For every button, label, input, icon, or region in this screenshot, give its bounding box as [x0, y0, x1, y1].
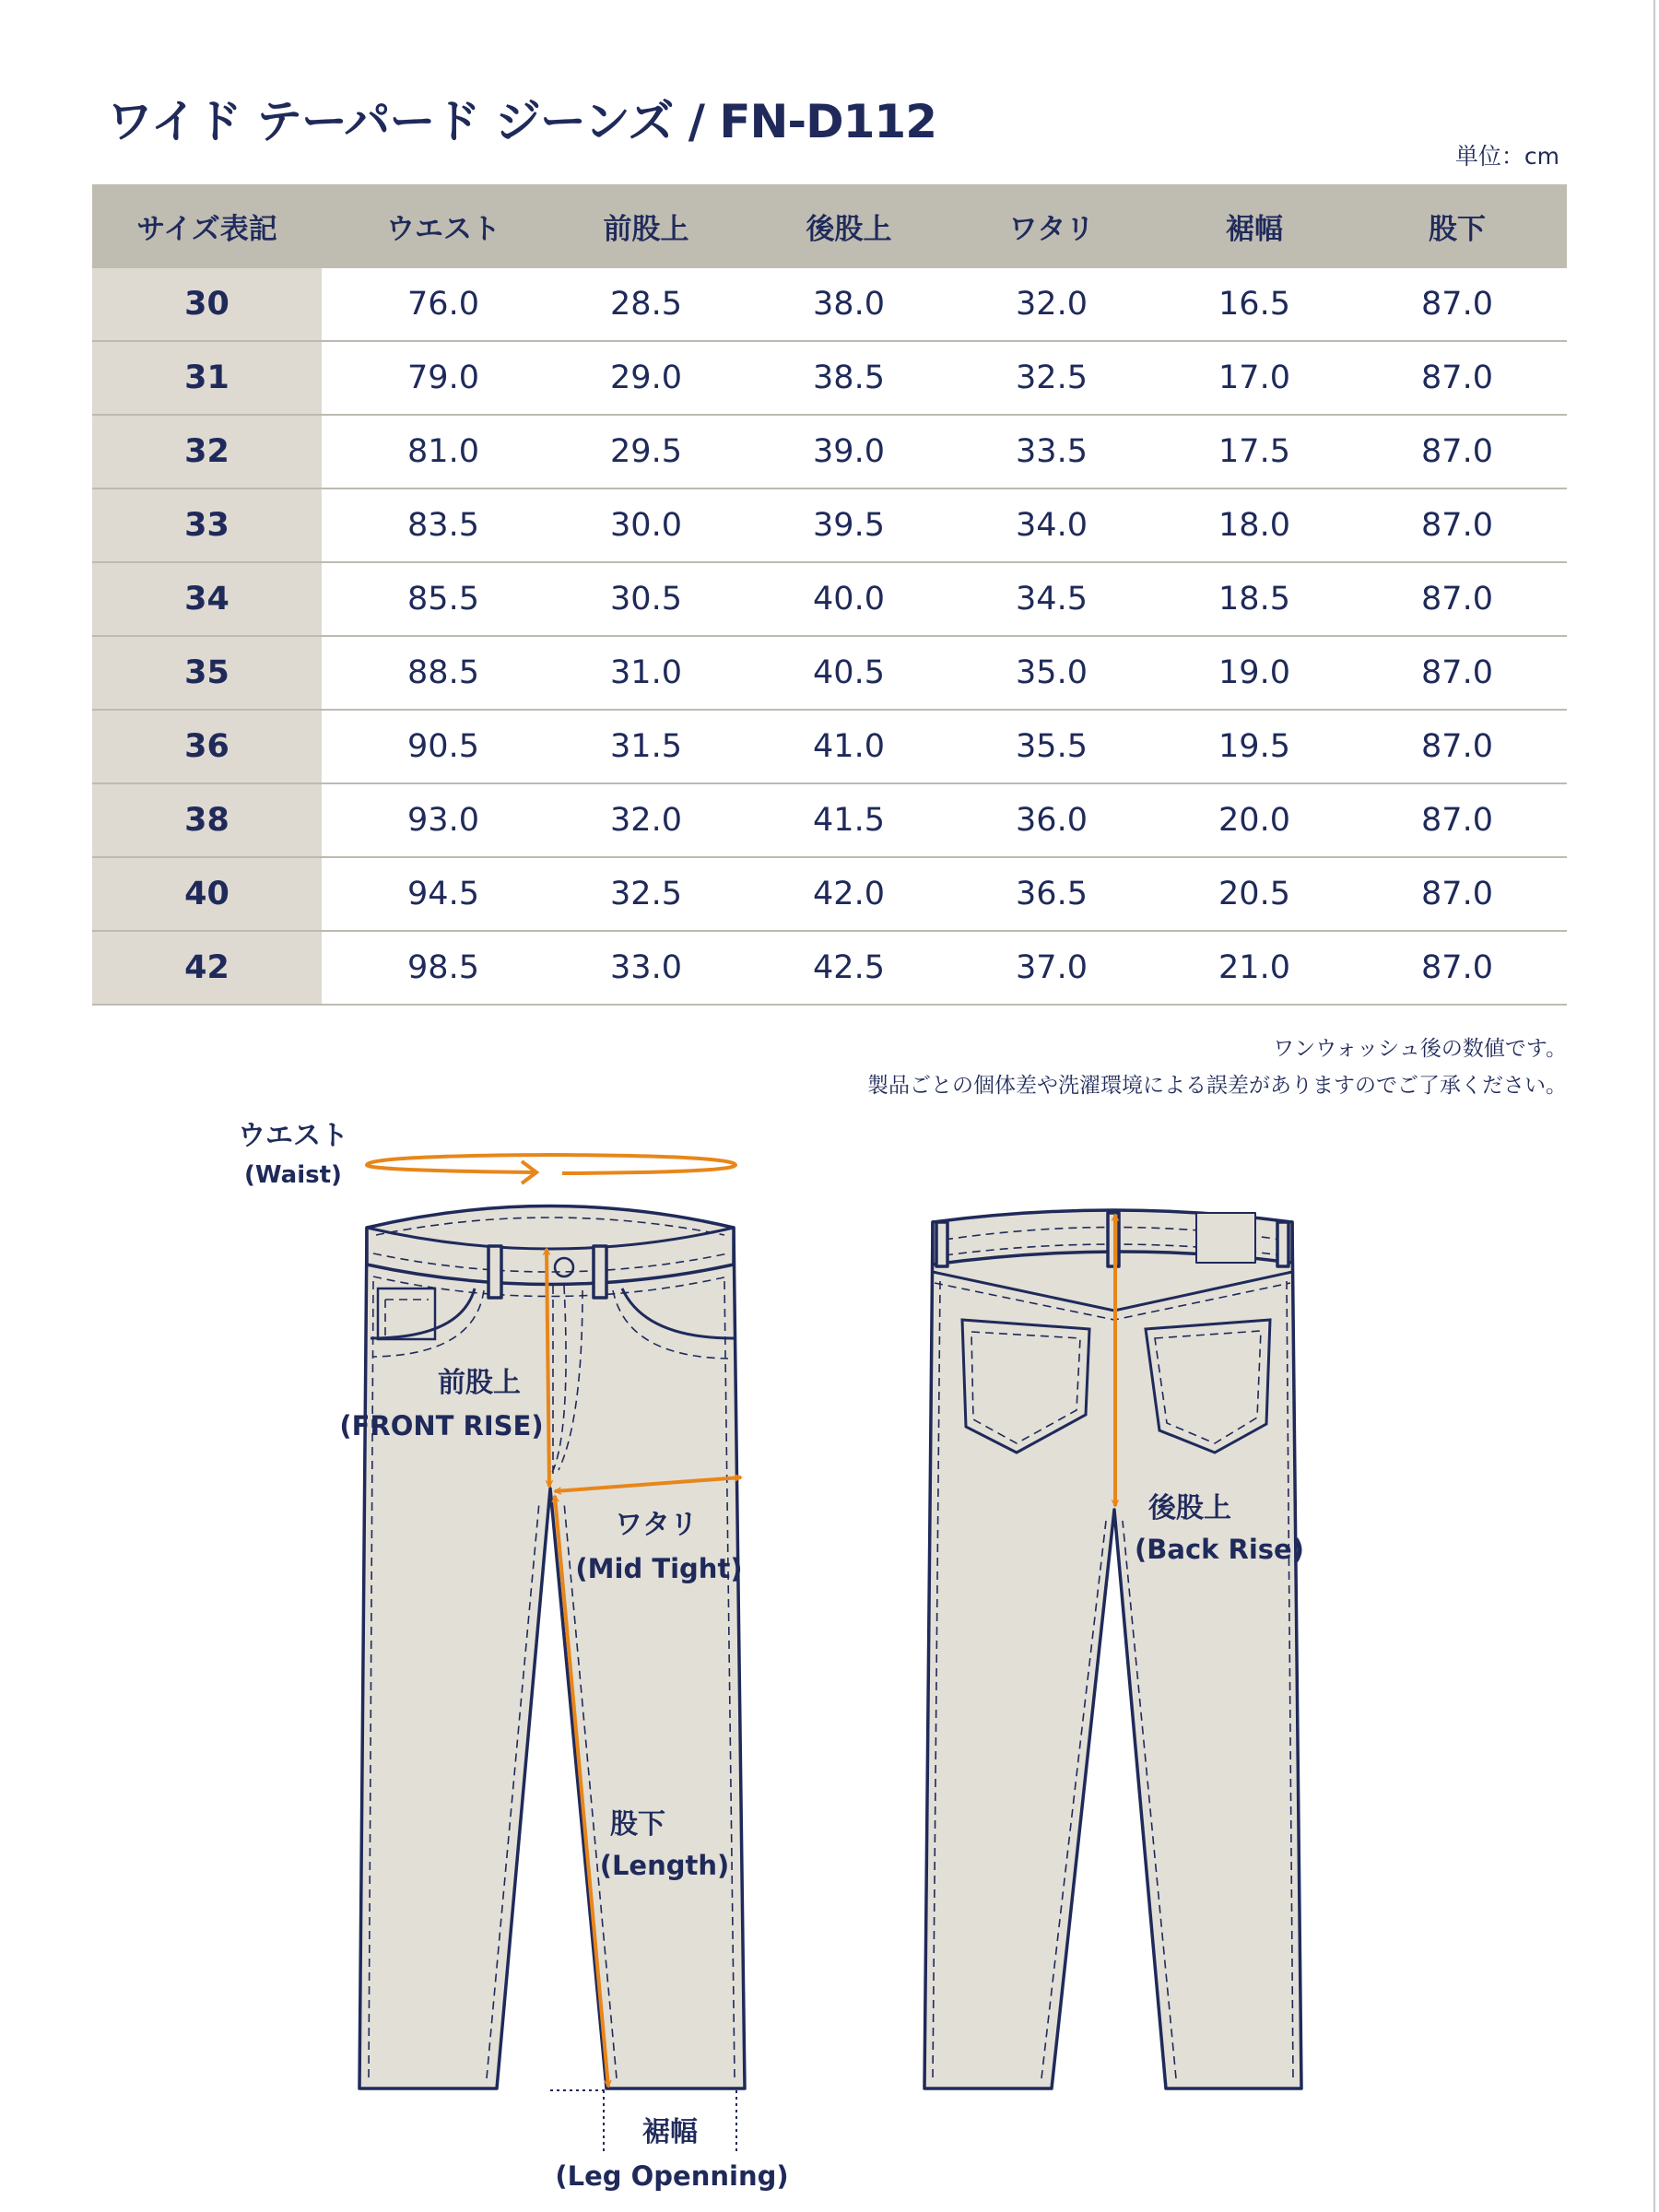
mid-tight-label-jp: ワタリ — [615, 1509, 698, 1541]
back-jeans-illustration — [924, 1210, 1301, 2088]
waist-label-en: (Waist) — [244, 1161, 342, 1189]
size-cell: 42 — [92, 932, 322, 1004]
size-cell: 34 — [92, 563, 322, 635]
size-cell: 38 — [92, 784, 322, 856]
measurement-cell: 39.5 — [813, 507, 885, 544]
measurement-cell: 93.0 — [407, 802, 479, 839]
column-header: 後股上 — [806, 213, 892, 246]
measurement-cell: 21.0 — [1218, 949, 1290, 986]
measurement-cell: 42.0 — [813, 876, 885, 912]
measurement-cell: 35.5 — [1016, 728, 1088, 765]
measurement-cell: 29.5 — [610, 433, 682, 470]
measurement-cell: 76.0 — [407, 286, 479, 323]
size-cell: 36 — [92, 711, 322, 782]
measurement-cell: 36.5 — [1016, 876, 1088, 912]
length-label-jp: 股下 — [610, 1808, 665, 1841]
measurement-cell: 20.5 — [1218, 876, 1290, 912]
front-rise-label-jp: 前股上 — [438, 1367, 521, 1399]
size-cell: 31 — [92, 342, 322, 414]
back-rise-label-jp: 後股上 — [1148, 1492, 1231, 1524]
measurement-cell: 32.5 — [610, 876, 682, 912]
column-header: サイズ表記 — [136, 213, 277, 246]
measurement-cell: 98.5 — [407, 949, 479, 986]
measurement-cell: 16.5 — [1218, 286, 1290, 323]
column-header: ワタリ — [1008, 213, 1095, 246]
waist-label-jp: ウエスト — [238, 1120, 348, 1152]
size-cell: 35 — [92, 637, 322, 709]
measurement-cell: 40.5 — [813, 654, 885, 691]
measurement-cell: 19.0 — [1218, 654, 1290, 691]
measurement-cell: 35.0 — [1016, 654, 1088, 691]
measurement-cell: 87.0 — [1421, 359, 1493, 396]
measurement-cell: 41.5 — [813, 802, 885, 839]
measurement-cell: 18.0 — [1218, 507, 1290, 544]
measurement-cell: 34.0 — [1016, 507, 1088, 544]
measurement-cell: 37.0 — [1016, 949, 1088, 986]
measurement-cell: 40.0 — [813, 581, 885, 618]
measurement-cell: 90.5 — [407, 728, 479, 765]
measurement-cell: 18.5 — [1218, 581, 1290, 618]
measurement-cell: 28.5 — [610, 286, 682, 323]
size-cell: 32 — [92, 416, 322, 488]
page-title: ワイド テーパード ジーンズ / FN-D112 — [107, 95, 937, 148]
size-cell: 30 — [92, 268, 322, 340]
measurement-cell: 33.0 — [610, 949, 682, 986]
measurement-cell: 32.5 — [1016, 359, 1088, 396]
measurement-cell: 81.0 — [407, 433, 479, 470]
measurement-cell: 87.0 — [1421, 876, 1493, 912]
measurement-cell: 20.0 — [1218, 802, 1290, 839]
size-cell: 33 — [92, 489, 322, 561]
measurement-cell: 32.0 — [1016, 286, 1088, 323]
measurement-cell: 87.0 — [1421, 728, 1493, 765]
measurement-cell: 17.5 — [1218, 433, 1290, 470]
measurement-cell: 83.5 — [407, 507, 479, 544]
length-label-en: (Length) — [599, 1850, 730, 1881]
front-jeans-illustration — [359, 1206, 745, 2089]
measurement-cell: 31.0 — [610, 654, 682, 691]
measurement-cell: 39.0 — [813, 433, 885, 470]
measurement-cell: 87.0 — [1421, 654, 1493, 691]
measurement-cell: 30.5 — [610, 581, 682, 618]
measurement-cell: 31.5 — [610, 728, 682, 765]
unit-label: 単位：cm — [1454, 143, 1559, 170]
measurement-cell: 87.0 — [1421, 581, 1493, 618]
measurement-cell: 32.0 — [610, 802, 682, 839]
mid-tight-label-en: (Mid Tight) — [575, 1553, 743, 1584]
front-rise-label-en: (FRONT RISE) — [339, 1410, 544, 1441]
measurement-cell: 94.5 — [407, 876, 479, 912]
measurement-cell: 17.0 — [1218, 359, 1290, 396]
size-cell: 40 — [92, 858, 322, 930]
measurement-cell: 41.0 — [813, 728, 885, 765]
measurement-cell: 85.5 — [407, 581, 479, 618]
column-header: 前股上 — [603, 213, 689, 246]
note-line: 製品ごとの個体差や洗濯環境による誤差がありますのでご了承ください。 — [867, 1074, 1567, 1098]
measurement-cell: 42.5 — [813, 949, 885, 986]
note-line: ワンウォッシュ後の数値です。 — [1273, 1037, 1567, 1061]
measurement-cell: 30.0 — [610, 507, 682, 544]
leg-opening-label-en: (Leg Openning) — [555, 2160, 789, 2192]
measurement-cell: 34.5 — [1016, 581, 1088, 618]
measurement-cell: 38.0 — [813, 286, 885, 323]
column-header: ウエスト — [386, 213, 500, 246]
measurement-cell: 38.5 — [813, 359, 885, 396]
measurement-cell: 87.0 — [1421, 433, 1493, 470]
column-header: 裾幅 — [1226, 213, 1283, 246]
measurement-cell: 88.5 — [407, 654, 479, 691]
measurement-cell: 19.5 — [1218, 728, 1290, 765]
measurement-cell: 87.0 — [1421, 949, 1493, 986]
measurement-cell: 33.5 — [1016, 433, 1088, 470]
measurement-cell: 87.0 — [1421, 507, 1493, 544]
measurement-cell: 87.0 — [1421, 286, 1493, 323]
waist-arrow — [367, 1155, 735, 1183]
measurement-cell: 87.0 — [1421, 802, 1493, 839]
measurement-cell: 29.0 — [610, 359, 682, 396]
measurement-cell: 79.0 — [407, 359, 479, 396]
measurement-cell: 36.0 — [1016, 802, 1088, 839]
leg-opening-label-jp: 裾幅 — [642, 2116, 698, 2148]
column-header: 股下 — [1429, 213, 1486, 246]
back-rise-label-en: (Back Rise) — [1135, 1534, 1304, 1565]
